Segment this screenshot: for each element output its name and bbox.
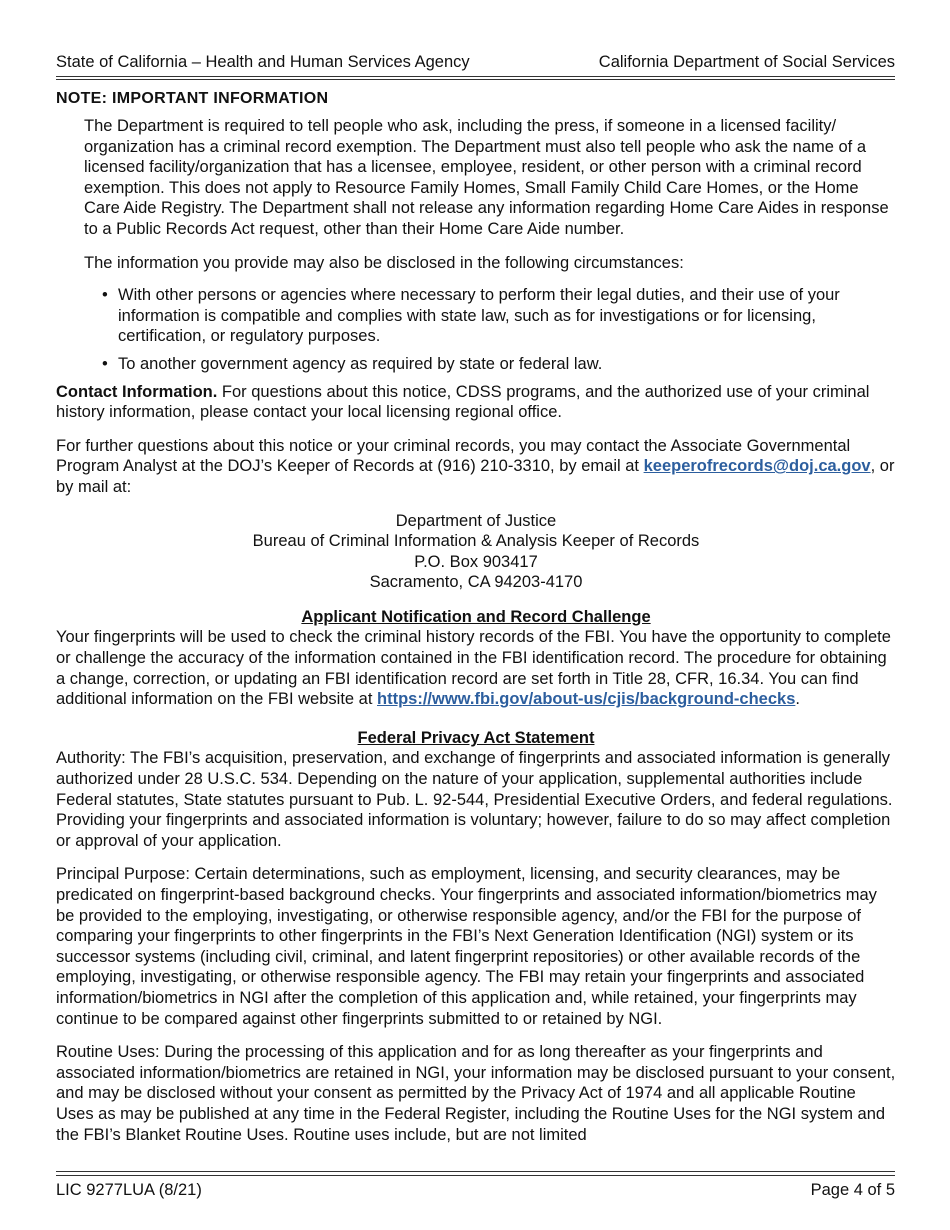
applicant-notification-heading: Applicant Notification and Record Challenge	[301, 607, 651, 626]
privacy-act-heading: Federal Privacy Act Statement	[357, 728, 595, 747]
list-item-text: With other persons or agencies where necessary to perform their legal duties, and their use of your information is compatible and complies with state law, such as for investigations or for licensing, certification, or regulatory purposes.	[118, 286, 840, 346]
further-text: For further questions about this notice or your criminal records, you may contact the Associate Governmental Program Analyst at the DOJ’s Keeper of Records at (916) 210-3310, by email at	[56, 436, 851, 476]
address-line: P.O. Box 903417	[414, 552, 538, 571]
disclosure-list	[56, 285, 896, 374]
list-item	[102, 354, 896, 375]
note-paragraph-disclosure: The information you provide may also be disclosed in the following circumstances:	[84, 253, 684, 272]
address-line: Department of Justice	[395, 511, 557, 530]
address-line: Bureau of Criminal Information & Analysis Keeper of Records	[252, 532, 700, 551]
email-link[interactable]: keeperofrecords@doj.ca.gov	[643, 457, 871, 476]
footer-divider	[56, 1175, 895, 1176]
principal-purpose-paragraph: Principal Purpose: Certain determinations, such as employment, licensing, and security clearances, may be predicated on fingerprint-based background checks. Your fingerprints and associated information/biometrics may be provided to the employing, investigating, or otherwise responsible agency, and/or the FBI for the purpose of comparing your fingerprints to other fingerprints in the FBI’s Next Generation Identification (NGI) system or its successor systems (including civil, criminal, and latent fingerprint repositories) or other available records of the employing, investigating, or otherwise responsible agency. The FBI may retain your fingerprints and associated information/biometrics in NGI after the completion of this application and, while retained, your fingerprints may continue to be compared against other fingerprints submitted to or retained by NGI.	[56, 865, 877, 1028]
header-department: California Department of Social Services	[598, 53, 895, 71]
applicant-tail: .	[795, 690, 800, 709]
further-tail: , or by mail at:	[56, 457, 895, 496]
header-agency: State of California – Health and Human Services Agency	[56, 53, 470, 71]
contact-label: Contact Information.	[56, 382, 218, 401]
footer-divider-thick	[56, 1171, 895, 1172]
note-heading: NOTE: IMPORTANT INFORMATION	[56, 90, 329, 107]
applicant-text: Your fingerprints will be used to check the criminal history records of the FBI. You have the opportunity to complete or challenge the accuracy of the information contained in the FBI identification record. The procedure for obtaining a change, correction, or updating an FBI identification record are set forth in Title 28, CFR, 16.34. You can find additional information on the FBI website at	[56, 628, 891, 709]
page-number: Page 4 of 5	[810, 1181, 895, 1199]
form-number: LIC 9277LUA (8/21)	[56, 1181, 202, 1199]
routine-uses-paragraph: Routine Uses: During the processing of this application and for as long thereafter as your fingerprints and associated information/biometrics are retained in NGI, your information may be disclosed pursuant to your consent, and may be disclosed without your consent as permitted by the Privacy Act of 1974 and all applicable Routine Uses as may be published at any time in the Federal Register, including the Routine Uses for the NGI system and the FBI’s Blanket Routine Uses. Routine uses include, but are not limited	[56, 1043, 896, 1144]
mailing-address	[56, 511, 896, 593]
list-item-text: To another government agency as required by state or federal law.	[118, 354, 603, 373]
note-paragraph-exemption: The Department is required to tell people who ask, including the press, if someone in a licensed facility/ organization has a criminal record exemption. The Department must also tell people who ask the name of a licensed facility/organization that has a licensee, employee, resident, or other person with a criminal record exemption. This does not apply to Resource Family Homes, Small Family Child Care Homes, or the Home Care Aide Registry. The Department shall not release any information regarding Home Care Aides in response to a Public Records Act request, other than their Home Care Aide number.	[84, 117, 889, 238]
further-questions-paragraph	[56, 436, 896, 498]
contact-paragraph	[56, 382, 896, 423]
bullet-icon: •	[102, 286, 108, 305]
address-line: Sacramento, CA 94203-4170	[369, 573, 583, 592]
header-divider-thick	[56, 79, 895, 80]
header-divider	[56, 76, 895, 77]
document-body	[56, 89, 896, 1145]
applicant-paragraph	[56, 627, 896, 709]
authority-paragraph: Authority: The FBI’s acquisition, preservation, and exchange of fingerprints and associated information is generally authorized under 28 U.S.C. 534. Depending on the nature of your application, supplemental authorities include Federal statutes, State statutes pursuant to Pub. L. 92-544, Presidential Executive Orders, and federal regulations. Providing your fingerprints and associated information is voluntary; however, failure to do so may affect completion or approval of your application.	[56, 749, 893, 850]
fbi-website-link[interactable]: https://www.fbi.gov/about-us/cjis/background-checks	[377, 690, 796, 709]
bullet-icon: •	[102, 354, 108, 373]
page-footer	[56, 1178, 895, 1202]
page-header	[56, 50, 895, 76]
contact-text: For questions about this notice, CDSS programs, and the authorized use of your criminal history information, please contact your local licensing regional office.	[56, 382, 870, 422]
list-item	[102, 285, 896, 347]
